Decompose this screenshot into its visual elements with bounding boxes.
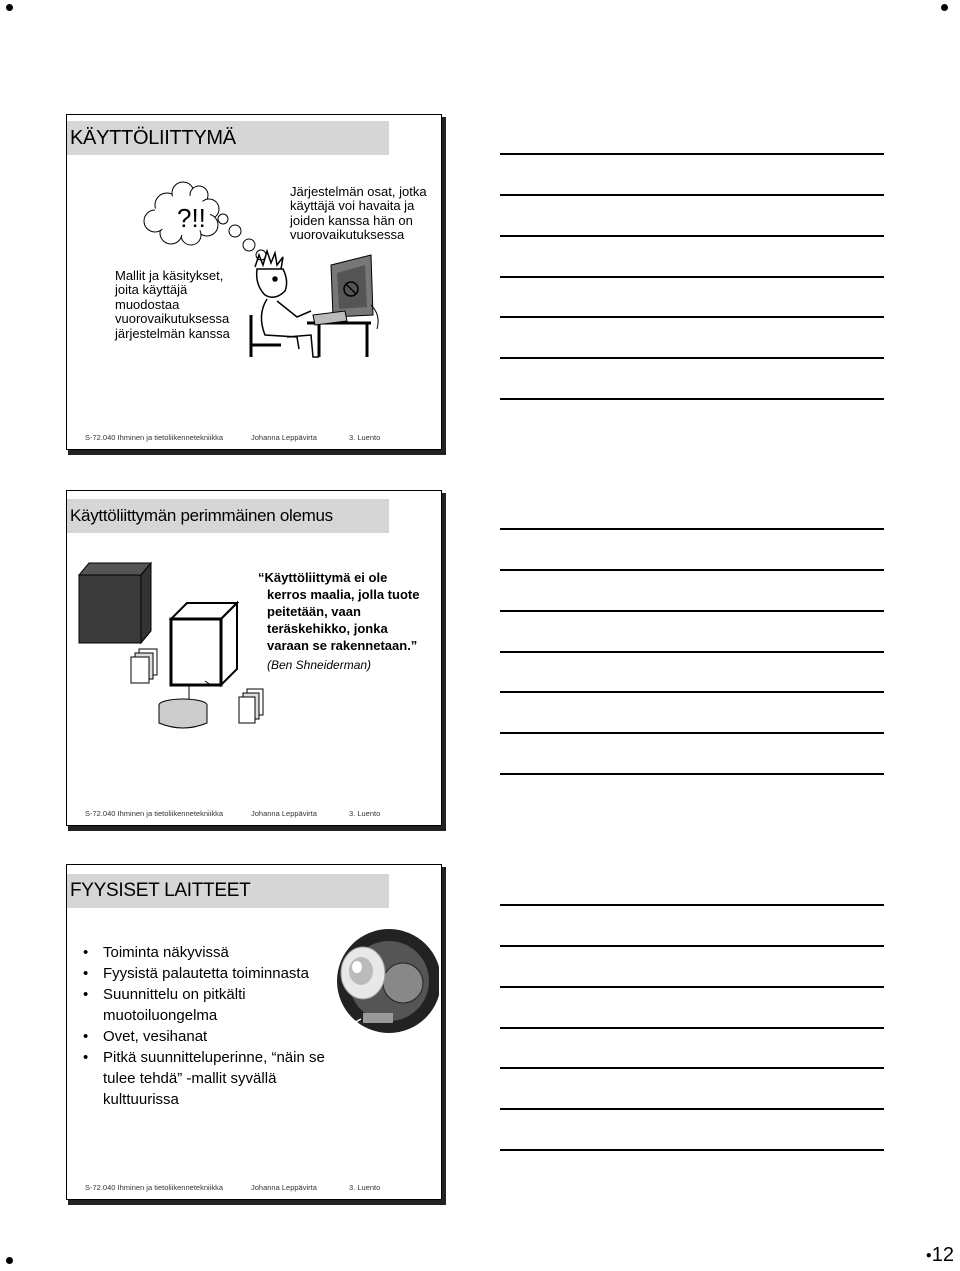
bullet-list: [83, 942, 333, 1110]
caption-left: Mallit ja käsitykset, joita käyttäjä muodostaa vuorovaikutuksessa järjestelmän kanssa: [115, 268, 230, 341]
page-number: ●12: [925, 1244, 954, 1266]
caption-right: Järjestelmän osat, jotka käyttäjä voi havaita ja joiden kanssa hän on vuorovaikutuksessa: [290, 184, 427, 243]
corner-dot: [6, 1257, 13, 1264]
mechanical-part-photo: [323, 923, 439, 1045]
list-item: • Suunnittelu on pitkälti muotoiluongelma: [83, 984, 333, 1026]
list-item: • Fyysistä palautetta toiminnasta: [83, 963, 333, 984]
list-item: • Pitkä suunnitteluperinne, “näin se tulee tehdä” -mallit syvällä kulttuurissa: [83, 1047, 333, 1110]
corner-dot: [6, 4, 13, 11]
slide-3: [66, 864, 442, 1200]
slide-2: [66, 490, 442, 826]
framework-cube-illustration: [71, 557, 271, 737]
slide-footer: S-72.040 Ihminen ja tietoliikennetekniikka Johanna Leppävirta 3. Luento: [85, 809, 381, 818]
slide-title: FYYSISET LAITTEET: [67, 874, 389, 908]
slide-title: Käyttöliittymän perimmäinen olemus: [67, 499, 389, 533]
list-item: • Ovet, vesihanat: [83, 1026, 333, 1047]
corner-dot: [941, 4, 948, 11]
user-at-computer-illustration: [247, 245, 387, 365]
quote-attribution: (Ben Shneiderman): [267, 658, 372, 672]
slide-footer: S-72.040 Ihminen ja tietoliikennetekniikka Johanna Leppävirta 3. Luento: [85, 1183, 381, 1192]
slide-title: KÄYTTÖLIITTYMÄ: [67, 121, 389, 155]
thought-text: ?!!: [177, 203, 206, 233]
list-item: • Toiminta näkyvissä: [83, 942, 333, 963]
slide-footer: S-72.040 Ihminen ja tietoliikennetekniikka Johanna Leppävirta 3. Luento: [85, 433, 381, 442]
slide-1: [66, 114, 442, 450]
shneiderman-quote: “Käyttöliittymä ei ole kerros maalia, jolla tuote peitetään, vaan teräskehikko, jonka varaan se rakennetaan.” (Ben Shneiderman): [267, 569, 437, 672]
